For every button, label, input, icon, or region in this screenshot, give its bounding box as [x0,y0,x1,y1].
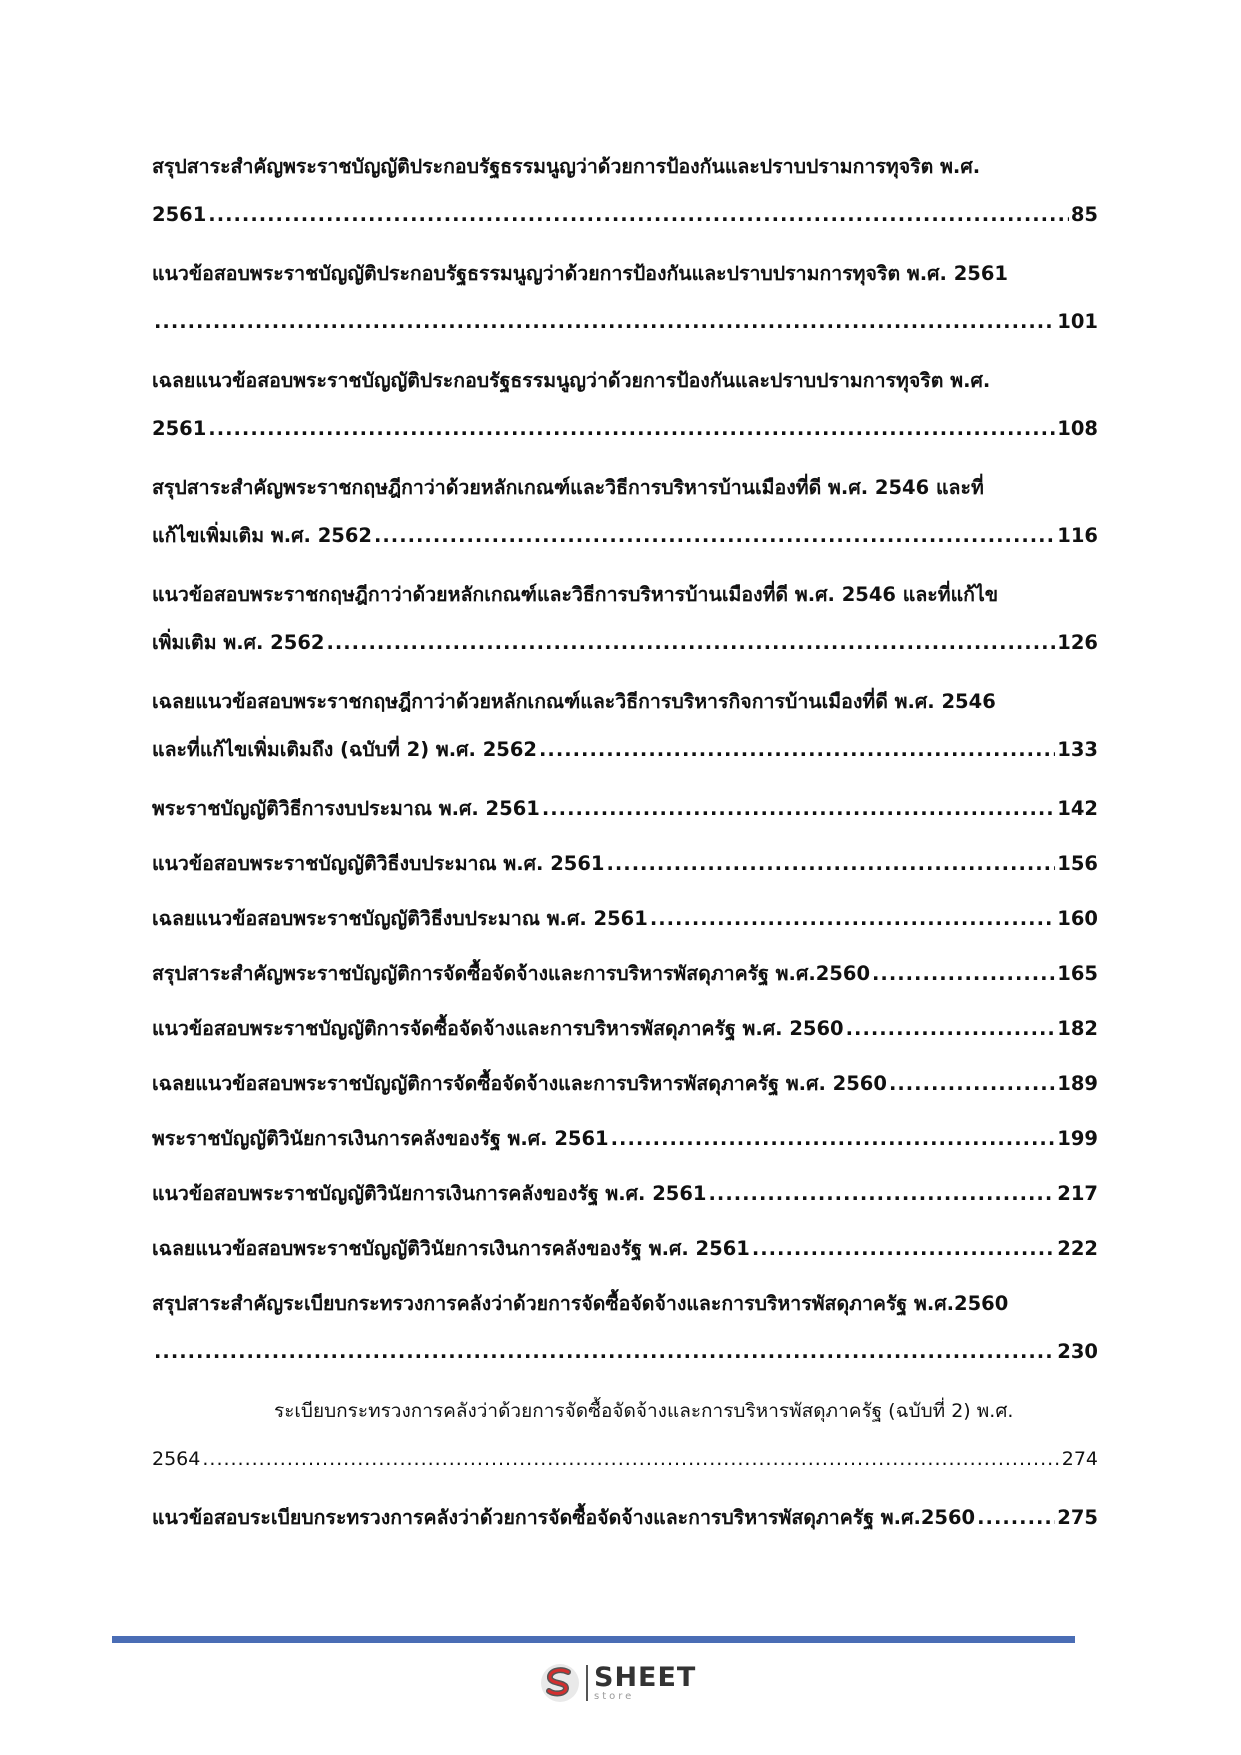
toc-entry-title-continued: แก้ไขเพิ่มเติม พ.ศ. 2562 [152,524,372,547]
toc-entry[interactable] [152,359,1098,455]
toc-entry-title: เฉลยแนวข้อสอบพระราชบัญญัติการจัดซื้อจัดจ้างและการบริหารพัสดุภาครัฐ พ.ศ. 2560 [152,1072,887,1095]
toc-entry-title: แนวข้อสอบพระราชบัญญัติประกอบรัฐธรรมนูญว่าด้วยการป้องกันและปราบปรามการทุจริต พ.ศ. 2561 [152,262,1009,285]
toc-entry-title: สรุปสาระสำคัญพระราชบัญญัติการจัดซื้อจัดจ้างและการบริหารพัสดุภาครัฐ พ.ศ.2560 [152,962,871,985]
table-of-contents [152,145,1098,1551]
toc-entry-title: แนวข้อสอบพระราชบัญญัติการจัดซื้อจัดจ้างและการบริหารพัสดุภาครัฐ พ.ศ. 2560 [152,1017,844,1040]
toc-entry-title: พระราชบัญญัติวิธีการงบประมาณ พ.ศ. 2561 [152,797,540,820]
toc-entry-title: แนวข้อสอบระเบียบกระทรวงการคลังว่าด้วยการจัดซื้อจัดจ้างและการบริหารพัสดุภาครัฐ พ.ศ.2560 [152,1506,976,1529]
toc-entry[interactable] [152,1389,1098,1485]
logo-sub-text: store [594,1691,635,1702]
toc-leader-dots [539,724,1055,776]
toc-entry[interactable] [152,680,1098,776]
toc-entry[interactable] [152,897,1098,941]
logo-separator [586,1665,588,1701]
toc-entry-title: เฉลยแนวข้อสอบพระราชบัญญัติประกอบรัฐธรรมนูญว่าด้วยการป้องกันและปราบปรามการทุจริต พ.ศ. [152,369,991,392]
toc-entry[interactable] [152,573,1098,669]
toc-entry-title: แนวข้อสอบพระราชกฤษฎีกาว่าด้วยหลักเกณฑ์และวิธีการบริหารบ้านเมืองที่ดี พ.ศ. 2546 และที่แก้ไข [152,583,999,606]
toc-entry-title-continued: 2561 [152,203,207,226]
toc-entry-title: สรุปสาระสำคัญพระราชกฤษฎีกาว่าด้วยหลักเกณฑ์และวิธีการบริหารบ้านเมืองที่ดี พ.ศ. 2546 และที่ [152,476,984,499]
toc-leader-dots [154,296,1055,348]
toc-entry[interactable] [152,145,1098,241]
toc-entry[interactable] [152,952,1098,996]
toc-leader-dots [752,1227,1055,1271]
toc-leader-dots [326,617,1055,669]
toc-leader-dots [202,1433,1059,1485]
toc-page-number: 189 [1057,1072,1098,1095]
toc-entry-title: สรุปสาระสำคัญพระราชบัญญัติประกอบรัฐธรรมนูญว่าด้วยการป้องกันและปราบปรามการทุจริต พ.ศ. [152,155,981,178]
toc-leader-dots [208,189,1069,241]
toc-leader-dots [374,510,1055,562]
toc-entry[interactable] [152,466,1098,562]
toc-page-number: 101 [1057,310,1098,333]
toc-leader-dots [606,842,1055,886]
toc-leader-dots [709,1172,1056,1216]
toc-entry[interactable] [152,787,1098,831]
toc-entry-title: เฉลยแนวข้อสอบพระราชบัญญัติวินัยการเงินการคลังของรัฐ พ.ศ. 2561 [152,1237,750,1260]
toc-leader-dots [650,897,1055,941]
toc-entry[interactable] [152,252,1098,348]
toc-page-number: 165 [1057,962,1098,985]
toc-page-number: 142 [1057,797,1098,820]
toc-entry[interactable] [152,1227,1098,1271]
toc-leader-dots [872,952,1055,996]
logo-main-text: SHEET [594,1662,697,1693]
toc-entry[interactable] [152,1496,1098,1540]
toc-entry-title: พระราชบัญญัติวินัยการเงินการคลังของรัฐ พ.ศ. 2561 [152,1127,609,1150]
toc-entry-title: สรุปสาระสำคัญระเบียบกระทรวงการคลังว่าด้วยการจัดซื้อจัดจ้างและการบริหารพัสดุภาครัฐ พ.ศ.2560 [152,1292,1009,1315]
toc-page-number: 275 [1057,1506,1098,1529]
toc-leader-dots [977,1496,1055,1540]
toc-entry-title-continued: 2564 [152,1448,201,1470]
toc-page-number: 116 [1057,524,1098,547]
toc-entry-title-continued: และที่แก้ไขเพิ่มเติมถึง (ฉบับที่ 2) พ.ศ. 2562 [152,738,538,761]
logo-wordmark [594,1664,696,1702]
toc-page-number: 156 [1057,852,1098,875]
toc-entry-title: แนวข้อสอบพระราชบัญญัติวินัยการเงินการคลังของรัฐ พ.ศ. 2561 [152,1182,707,1205]
toc-entry-title: เฉลยแนวข้อสอบพระราชบัญญัติวิธีงบประมาณ พ.ศ. 2561 [152,907,648,930]
toc-entry[interactable] [152,1282,1098,1378]
sheet-store-logo [540,1660,710,1706]
toc-leader-dots [208,403,1055,455]
toc-leader-dots [154,1326,1055,1378]
toc-leader-dots [542,787,1055,831]
toc-entry-title: เฉลยแนวข้อสอบพระราชกฤษฎีกาว่าด้วยหลักเกณฑ์และวิธีการบริหารกิจการบ้านเมืองที่ดี พ.ศ. 2546 [152,690,996,713]
toc-leader-dots [846,1007,1056,1051]
toc-page-number: 108 [1057,417,1098,440]
toc-entry[interactable] [152,1172,1098,1216]
toc-page-number: 274 [1061,1448,1098,1470]
toc-entry[interactable] [152,1062,1098,1106]
toc-entry-title-continued: 2561 [152,417,207,440]
toc-page-number: 133 [1057,738,1098,761]
toc-page-number: 85 [1070,203,1098,226]
sheet-store-s-icon [540,1663,580,1703]
toc-page-number: 160 [1057,907,1098,930]
toc-entry[interactable] [152,1007,1098,1051]
toc-entry-title: ระเบียบกระทรวงการคลังว่าด้วยการจัดซื้อจัดจ้างและการบริหารพัสดุภาครัฐ (ฉบับที่ 2) พ.ศ. [274,1400,1014,1422]
toc-leader-dots [611,1117,1056,1161]
toc-page-number: 126 [1057,631,1098,654]
toc-page-number: 230 [1057,1340,1098,1363]
toc-entry[interactable] [152,1117,1098,1161]
toc-leader-dots [889,1062,1055,1106]
toc-page-number: 182 [1057,1017,1098,1040]
toc-page-number: 222 [1057,1237,1098,1260]
toc-entry-title-continued: เพิ่มเติม พ.ศ. 2562 [152,631,325,654]
toc-entry-title: แนวข้อสอบพระราชบัญญัติวิธีงบประมาณ พ.ศ. 2561 [152,852,605,875]
toc-page-number: 217 [1057,1182,1098,1205]
toc-entry[interactable] [152,842,1098,886]
toc-page-number: 199 [1057,1127,1098,1150]
footer-rule [112,1636,1075,1643]
